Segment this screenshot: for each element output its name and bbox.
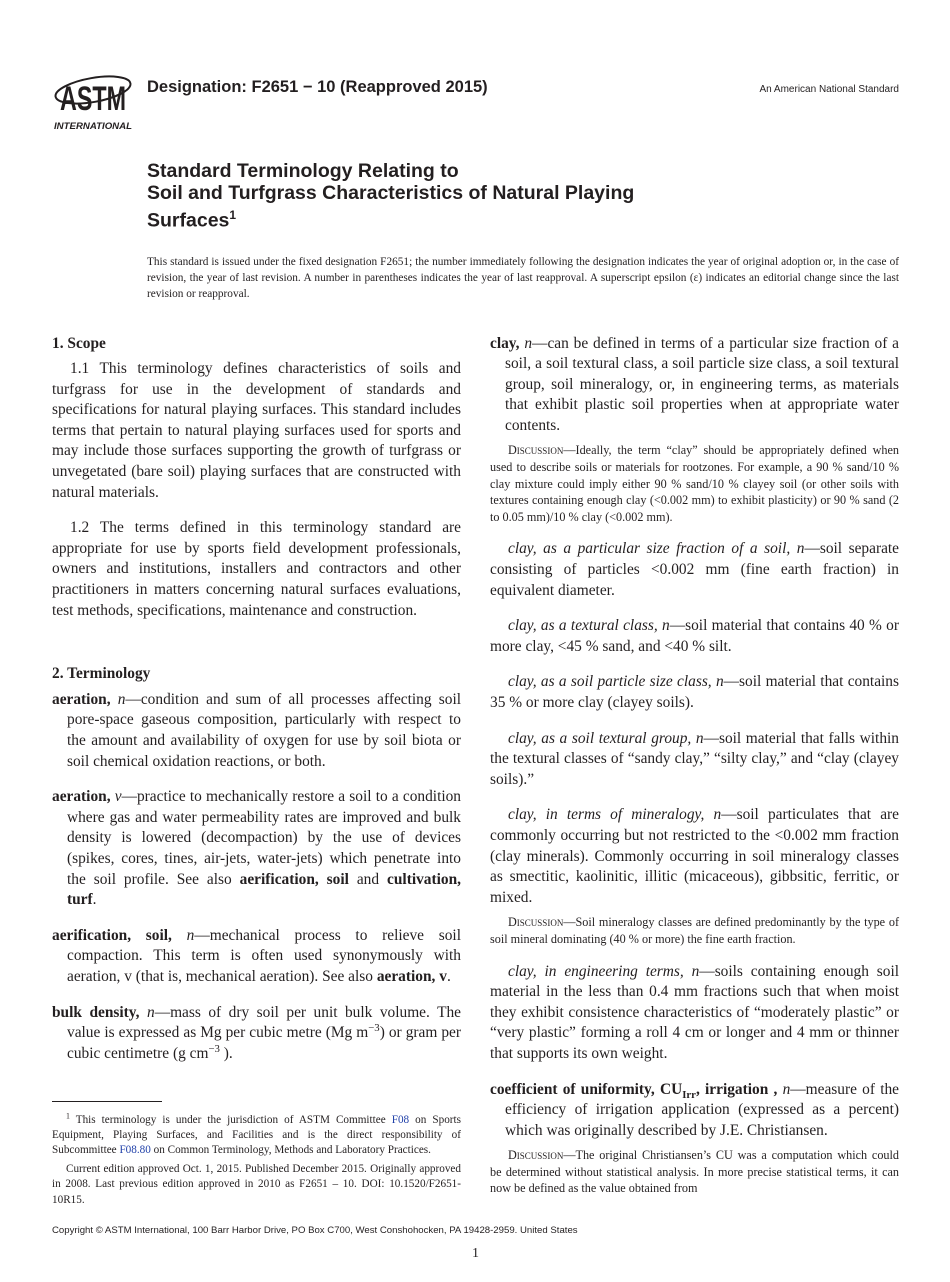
text-segment: —mass of dry soil per unit bulk volume. The value is expressed as Mg per cubic metre (Mg m	[67, 1003, 461, 1042]
text-segment: This terminology is under the jurisdiction of ASTM Committee	[69, 1113, 392, 1126]
term-aeration-v	[52, 787, 461, 911]
text-segment: 1.1 This terminology defines characteristics of soils and turfgrass for use in the development of standards and specifications for natural playing surfaces. This standard includes terms that pertain to natural playing surfaces used for sports and may include those surfaces supporting the growth of turfgrass or unvegetated (bare soil) playing surfaces that are constructed with natural materials.	[52, 360, 461, 501]
text-segment: −3	[208, 1042, 220, 1055]
text-segment: Current edition approved Oct. 1, 2015. Published December 2015. Originally approved in 2008. Last previous edition approved in 2010 as F2651 – 10. DOI: 10.1520/F2651-10R15.	[52, 1162, 461, 1206]
paragraph-1-2	[52, 518, 461, 621]
term-label: aeration, v	[376, 967, 447, 985]
national-standard-label: An American National Standard	[759, 84, 899, 95]
subterm-clay-particle-size-class	[490, 672, 899, 713]
text-segment: Discussion	[508, 1148, 564, 1163]
page-header	[52, 0, 899, 150]
text-segment: clay, as a soil particle size class, n	[508, 673, 724, 691]
astm-logo-icon	[52, 58, 134, 132]
title-line: Soil and Turfgrass Characteristics of Natural Playing	[147, 182, 635, 204]
text-segment: on Common Terminology, Methods and Laboratory Practices.	[150, 1144, 431, 1157]
text-segment: —can be defined in terms of a particular size fraction of a soil, a soil textural class, a soil particle size class, a soil textural group, soil mineralogy, or, in engineering terms, as materials that exhibit plastic soil properties when at appropriate water contents.	[505, 334, 899, 434]
title-line	[147, 204, 899, 232]
term-coefficient-of-uniformity	[490, 1080, 899, 1142]
text-segment: clay, as a textural class, n	[508, 617, 670, 635]
text-segment: —soil material that contains 35 % or more clay (clayey soils).	[490, 673, 899, 711]
svg-text:ASTM: ASTM	[60, 80, 126, 118]
text-segment: ) or gram per cubic centimetre (g cm	[67, 1024, 461, 1062]
text-segment: —soil separate consisting of particles <0.002 mm (fine earth fraction) in equivalent diameter.	[490, 540, 900, 599]
right-column	[490, 334, 899, 1212]
term-label: aeration,	[52, 690, 118, 708]
text-segment: —mechanical process to relieve soil compaction. This term is often used synonymously with aeration, v (that is, mechanical aeration). See also	[67, 926, 461, 985]
discussion-cu	[490, 1147, 899, 1197]
section-heading-terminology: 2. Terminology	[52, 665, 151, 683]
text-segment: Irr	[682, 1088, 696, 1101]
text-segment: Discussion	[508, 443, 564, 458]
footnote-ref[interactable]: 1	[229, 208, 237, 222]
footnotes	[52, 1110, 461, 1208]
paragraph-1-1	[52, 359, 461, 503]
text-segment: —The original Christiansen’s CU was a computation which could be determined without statistical analysis. In more precise statistical terms, it can now be defined as the value obtained from	[490, 1148, 899, 1196]
term-label: , irrigation ,	[695, 1080, 783, 1098]
body-columns	[52, 334, 899, 1212]
left-column	[52, 334, 461, 1212]
footnote-edition	[52, 1162, 461, 1208]
text-segment: .	[92, 891, 97, 909]
text-segment: clay, in terms of mineralogy, n	[508, 806, 722, 824]
section-heading-scope: 1. Scope	[52, 334, 106, 352]
text-segment: 1.2 The terms defined in this terminology standard are appropriate for use by sports field development professionals, owners and institutions, installers and contractors and other practitioners in matters concerning natural surfaces evaluations, test methods, specifications, maintenance and construction.	[52, 519, 461, 619]
text-segment: n	[186, 926, 195, 944]
intro-paragraph: This standard is issued under the fixed designation F2651; the number immediately following the designation indicates the year of original adoption or, in the case of revision, the year of last revision. A number in parentheses indicates the year of last reapproval. A superscript epsilon (ε) indicates an editorial change since the last revision or reapproval.	[147, 255, 899, 300]
text-segment: ).	[219, 1044, 233, 1062]
text-segment: v	[114, 788, 122, 806]
subterm-clay-engineering	[490, 962, 899, 1065]
committee-link[interactable]: F08	[391, 1113, 410, 1126]
text-segment: n	[117, 690, 126, 708]
designation: Designation: F2651 − 10 (Reapproved 2015)	[147, 78, 488, 96]
discussion-mineralogy	[490, 914, 899, 947]
text-segment: n	[524, 334, 533, 352]
text-segment: —soil material that falls within the textural classes of “sandy clay,” “silty clay,” and “clay (clayey soils).”	[490, 729, 899, 788]
text-segment: —measure of the efficiency of irrigation application (expressed as a percent) which was originally described by J.E. Christiansen.	[505, 1080, 899, 1139]
discussion-clay	[490, 442, 899, 525]
term-bulk-density	[52, 1003, 461, 1065]
text-segment: and	[348, 870, 388, 888]
term-label: clay,	[490, 334, 525, 352]
text-segment: —Ideally, the term “clay” should be appropriately defined when used to describe soils or materials for rootzones. For example, a 90 % sand/10 % clay mixture could imply either 90 % sand/10 % clayey soil (or other soils with textures containing enough clay (<0.002 mm) to exhibit plasticity) or 90 % sand (2 to 0.05 mm)/10 % clay (<0.002 mm).	[490, 443, 899, 524]
term-clay	[490, 334, 899, 437]
term-label: aerification, soil,	[52, 926, 187, 944]
subterm-clay-textural-class	[490, 616, 899, 657]
term-aerification-soil	[52, 926, 461, 988]
text-segment: on Sports Equipment, Playing Surfaces, and Facilities and is the direct responsibility of Subcommittee	[52, 1113, 461, 1157]
text-segment: —condition and sum of all processes affecting soil pore-space gaseous composition, particularly with respect to the amount and availability of oxygen for use by soil biota or soil chemical oxidation reactions, or both.	[67, 690, 461, 770]
footnote-divider	[52, 1101, 162, 1102]
page-number: 1	[472, 1246, 479, 1262]
term-label: aerification, soil	[239, 870, 349, 888]
text-segment: Discussion	[508, 915, 564, 930]
document-title	[147, 160, 899, 232]
text-segment: —Soil mineralogy classes are defined predominantly by the type of soil mineral dominating (40 % or more) the fine earth fraction.	[490, 915, 899, 946]
subterm-clay-mineralogy	[490, 805, 899, 908]
committee-link[interactable]: F08.80	[119, 1144, 151, 1157]
title-line: Standard Terminology Relating to	[147, 160, 459, 182]
term-aeration-n	[52, 690, 461, 772]
text-segment: clay, in engineering terms, n	[508, 962, 700, 980]
term-label: coefficient of uniformity, CU	[490, 1080, 683, 1098]
term-label: aeration,	[52, 788, 115, 806]
text-segment: clay, as a particular size fraction of a soil, n	[508, 540, 805, 558]
title-text: Surfaces	[147, 209, 230, 232]
text-segment: —soils containing enough soil material in the less than 0.4 mm fractions such that when moist they exhibit consistence characteristics of “moderately plastic” or “very plastic” forming a roll 4 cm or longer and 4 mm or thinner that supports its own weight.	[490, 962, 900, 1062]
copyright-notice: Copyright © ASTM International, 100 Barr Harbor Drive, PO Box C700, West Conshohocken, PA 19428-2959. United States	[52, 1225, 578, 1237]
text-segment: 1	[66, 1110, 70, 1120]
text-segment: n	[782, 1080, 791, 1098]
svg-text:INTERNATIONAL: INTERNATIONAL	[54, 121, 133, 132]
footnote-area	[52, 1081, 461, 1211]
term-label: cultivation, turf	[67, 870, 461, 909]
text-segment: −3	[368, 1022, 380, 1034]
subterm-clay-textural-group	[490, 729, 899, 791]
text-segment: .	[446, 967, 451, 985]
text-segment: n	[146, 1003, 155, 1021]
subterm-clay-size-fraction	[490, 539, 899, 601]
text-segment: —soil particulates that are commonly occurring but not restricted to the <0.002 mm fraction (clay minerals). Commonly occurring in soil mineralogy classes as smectitic, kaolinitic, illitic (micaceous), gibbsitic, ferritic, or mixed.	[490, 806, 899, 906]
text-segment: —soil material that contains 40 % or more clay, <45 % sand, and <40 % silt.	[490, 617, 900, 655]
footnote-1	[52, 1110, 461, 1159]
term-label: bulk density,	[52, 1003, 147, 1021]
text-segment: clay, as a soil textural group, n	[508, 729, 704, 747]
text-segment: —practice to mechanically restore a soil to a condition where gas and water permeability rates are improved and bulk density is lowered (decompaction) by the use of devices (spikes, cores, tines, air-jets, water-jets) which penetrate into the soil profile. See also	[67, 788, 462, 888]
